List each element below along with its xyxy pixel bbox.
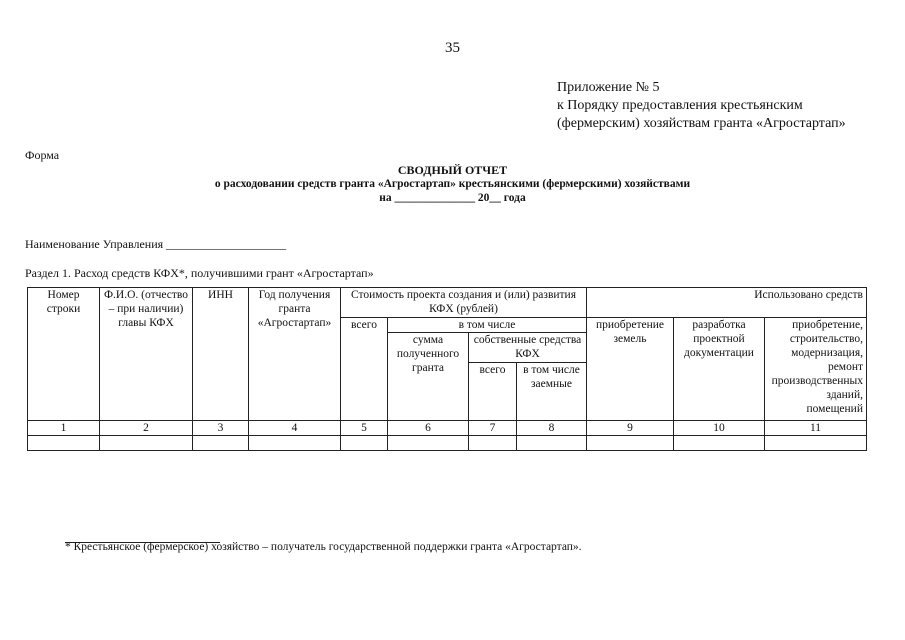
column-number: 9 [587, 421, 674, 436]
header-buildings: приобретение, строительство, модернизация, ремонт производственных зданий, помещений [765, 318, 867, 421]
column-number: 2 [100, 421, 193, 436]
appendix-reference-line: (фермерским) хозяйствам гранта «Агростартап» [557, 116, 846, 131]
header-own-total: всего [469, 363, 517, 421]
column-number: 11 [765, 421, 867, 436]
expenditure-table [27, 287, 867, 451]
header-full-name: Ф.И.О. (отчество – при наличии) главы КФХ [100, 288, 193, 421]
appendix-heading: Приложение № 5 [557, 80, 660, 95]
header-land-purchase: приобретение земель [587, 318, 674, 421]
table-cell[interactable] [341, 436, 388, 451]
column-number: 3 [193, 421, 249, 436]
page-number: 35 [445, 40, 460, 56]
header-used-funds: Использовано средств [587, 288, 867, 318]
header-row-number: Номер строки [28, 288, 100, 421]
section-title: Раздел 1. Расход средств КФХ*, получившими грант «Агростартап» [25, 266, 374, 280]
table-cell[interactable] [249, 436, 341, 451]
table-row [28, 436, 867, 451]
report-date-line: на ______________ 20__ года [379, 192, 526, 204]
report-title: СВОДНЫЙ ОТЧЕТ [397, 163, 508, 177]
header-grant-amount: сумма полученного гранта [388, 333, 469, 421]
report-subtitle: о расходовании средств гранта «Агростартап» крестьянскими (фермерскими) хозяйствами [214, 178, 691, 190]
column-number: 8 [517, 421, 587, 436]
column-number: 1 [28, 421, 100, 436]
table-cell[interactable] [388, 436, 469, 451]
header-design-documentation: разработка проектной документации [674, 318, 765, 421]
footnote: * Крестьянское (фермерское) хозяйство – получатель государственной поддержки гранта «Агростартап». [65, 541, 582, 553]
administration-name-line: Наименование Управления ____________________ [25, 237, 287, 251]
table-cell[interactable] [469, 436, 517, 451]
table-cell[interactable] [100, 436, 193, 451]
table-cell[interactable] [193, 436, 249, 451]
header-inn: ИНН [193, 288, 249, 421]
column-number: 5 [341, 421, 388, 436]
header-grant-year: Год получения гранта «Агростартап» [249, 288, 341, 421]
header-borrowed: в том числе заемные [517, 363, 587, 421]
table-cell[interactable] [517, 436, 587, 451]
column-number: 4 [249, 421, 341, 436]
table-cell[interactable] [587, 436, 674, 451]
column-number: 10 [674, 421, 765, 436]
header-cost-total: всего [341, 318, 388, 421]
header-including: в том числе [388, 318, 587, 333]
header-own-funds: собственные средства КФХ [469, 333, 587, 363]
column-number: 7 [469, 421, 517, 436]
appendix-reference-line: к Порядку предоставления крестьянским [557, 98, 803, 113]
header-project-cost: Стоимость проекта создания и (или) развития КФХ (рублей) [341, 288, 587, 318]
form-label: Форма [25, 148, 60, 162]
table-cell[interactable] [765, 436, 867, 451]
column-number: 6 [388, 421, 469, 436]
table-cell[interactable] [674, 436, 765, 451]
table-cell[interactable] [28, 436, 100, 451]
